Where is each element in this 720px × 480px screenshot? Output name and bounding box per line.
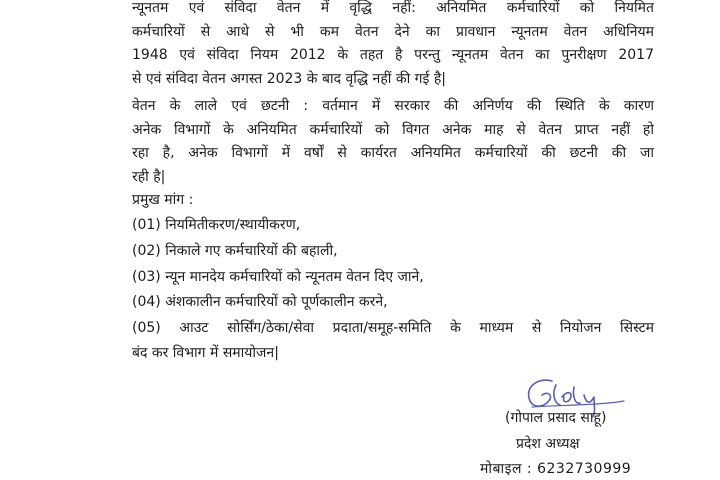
paragraph-line: कर्मचारियों से आधे से भी कम वेतन देने का प्रावधान न्यूनतम वेतन अधिनियम — [132, 23, 654, 40]
paragraph-line: न्यूनतम एवं संविदा वेतन में वृद्धि नहीं: अनियमित कर्मचारियों को नियमित — [132, 0, 654, 16]
demand-item: (03) न्यून मानदेय कर्मचारियों को न्यूनतम वेतन दिए जाने, — [132, 269, 424, 285]
signatory-title: प्रदेश अध्यक्ष — [516, 436, 580, 452]
signatory-name: (गोपाल प्रसाद साहू) — [505, 410, 607, 426]
paragraph-line: वेतन के लाले एवं छटनी : वर्तमान में सरकार की अनिर्णय की स्थिति के कारण — [132, 98, 654, 114]
paragraph-line: रही है| — [132, 168, 166, 185]
paragraph-line: 1948 एवं संविदा नियम 2012 के तहत है परन्तु न्यूनतम वेतन का पुनरीक्षण 2017 — [132, 47, 654, 63]
demand-item: (02) निकाले गए कर्मचारियों की बहाली, — [132, 243, 338, 259]
paragraph-minimum-wage — [132, 0, 654, 91]
demand-item: (01) नियमितीकरण/स्थायीकरण, — [132, 217, 301, 233]
demands-heading: प्रमुख मांग : — [132, 192, 194, 208]
paragraph-salary-retrenchment — [132, 95, 654, 189]
demand-item: (04) अंशकालीन कर्मचारियों को पूर्णकालीन करने, — [132, 294, 388, 310]
demand-item: (05) आउट सोर्सिंग/ठेका/सेवा प्रदाता/समूह-समिति के माध्यम से नियोजन सिस्टम — [132, 320, 654, 336]
paragraph-line: रहा है, अनेक विभागों में वर्षों से कार्यरत अनियमित कर्मचारियों की छटनी की जा — [132, 145, 654, 161]
paragraph-line: अनेक विभागों के अनियमित कर्मचारियों को विगत अनेक माह से वेतन प्राप्त नहीं हो — [132, 121, 654, 138]
paragraph-line: से एवं संविदा वेतन अगस्त 2023 के बाद वृद्धि नहीं की गई है| — [132, 70, 447, 87]
signatory-mobile: मोबाइल : 6232730999 — [480, 461, 632, 477]
demand-item-continuation: बंद कर विभाग में समायोजन| — [132, 345, 279, 361]
